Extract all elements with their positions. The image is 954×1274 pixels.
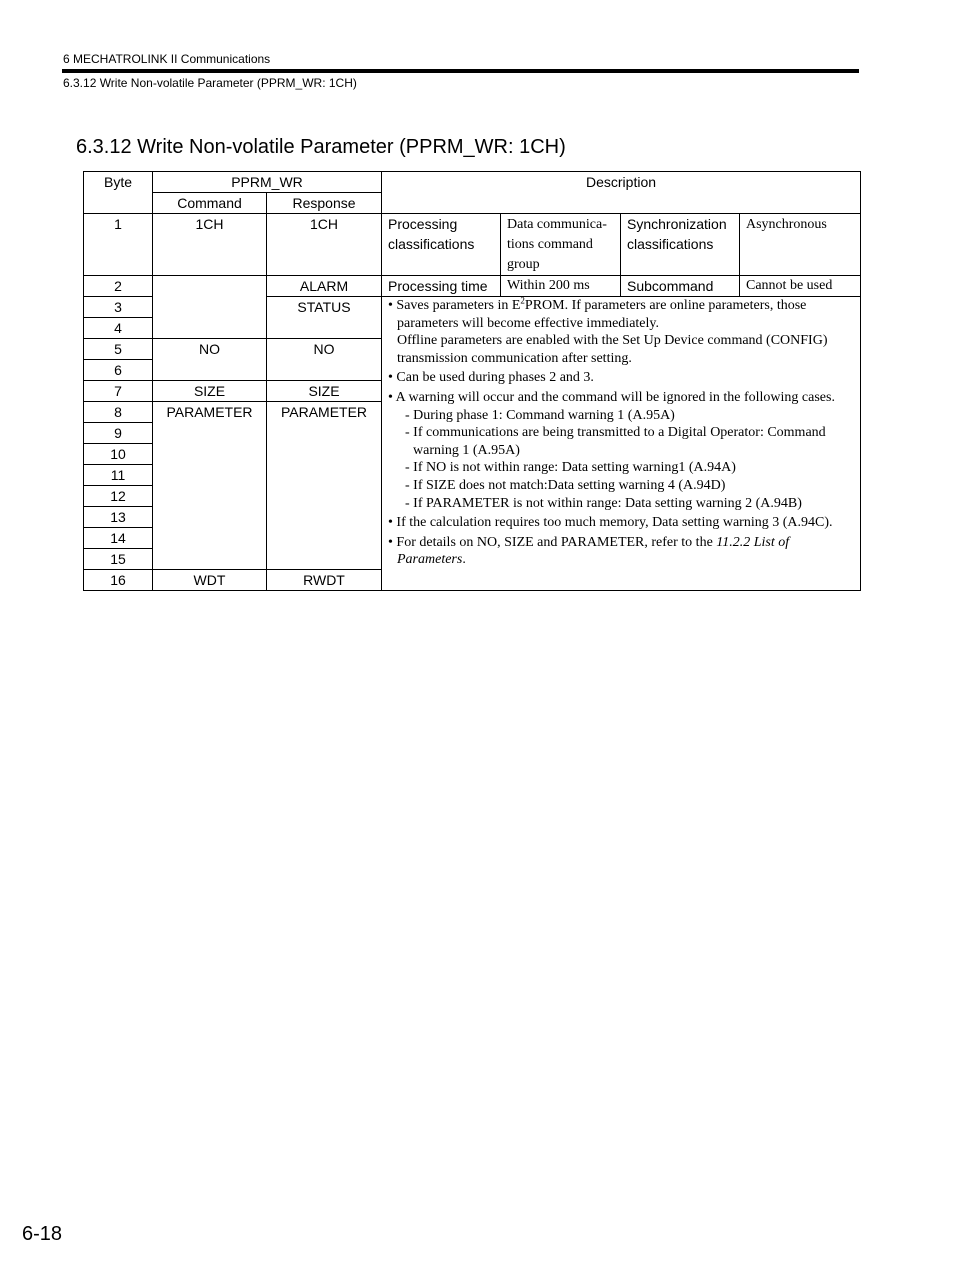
byte-cell: 9 (84, 423, 153, 444)
description-bullet: • Saves parameters in $E^2PROM$. If parameters are online parameters, those parameters will become effective immediately. Offline parameters are enabled with the Set Up Device command (CONFIG) transmission communication after setting. (388, 295, 828, 366)
header-pprm-wr: PPRM_WR (153, 172, 382, 193)
processing-time-label: Processing time (382, 276, 501, 297)
byte-cell: 6 (84, 360, 153, 381)
header-response: Response (267, 193, 382, 214)
running-header-chapter: 6 MECHATROLINK II Communications (63, 52, 271, 66)
byte-cell: 14 (84, 528, 153, 549)
response-cell: ALARM (267, 276, 382, 297)
byte-cell: 3 (84, 297, 153, 318)
byte-cell: 2 (84, 276, 153, 297)
description-cell (382, 297, 861, 591)
cross-reference-link[interactable]: 11.2.2 List of Parameters (397, 534, 790, 568)
processing-classifications-label: Processing classifications (382, 214, 501, 276)
response-cell: STATUS (267, 297, 382, 339)
command-cell: 1CH (153, 214, 267, 276)
subcommand-label: Subcommand (621, 276, 740, 297)
response-cell: NO (267, 339, 382, 381)
header-rule (62, 69, 859, 73)
byte-cell: 5 (84, 339, 153, 360)
header-command: Command (153, 193, 267, 214)
command-cell (153, 276, 267, 339)
sync-classifications-value: Asynchronous (740, 214, 861, 276)
subcommand-value: Cannot be used (740, 276, 861, 297)
processing-time-value: Within 200 ms (501, 276, 621, 297)
processing-classifications-value: Data communica-tions command group (501, 214, 621, 276)
byte-cell: 10 (84, 444, 153, 465)
page-title: 6.3.12 Write Non-volatile Parameter (PPRM_WR: 1CH) (76, 136, 566, 158)
header-description: Description (382, 172, 861, 214)
byte-cell: 1 (84, 214, 153, 276)
command-cell: NO (153, 339, 267, 381)
header-byte: Byte (84, 172, 153, 214)
description-bullet: • If the calculation requires too much memory, Data setting warning 3 (A.94C). (388, 515, 833, 531)
response-cell: RWDT (267, 570, 382, 591)
description-bullet: • Can be used during phases 2 and 3. (388, 370, 594, 386)
description-bullet: • A warning will occur and the command will be ignored in the following cases. - During phase 1: Command warning 1 (A.95A) - If communications are being transmitted to a Digital Operator: Command warning 1 (A.95A) - If NO is not within range: Data setting warning1 (A.94A) - If SIZE does not match:Data setting warning 4 (A.94D) - If PARAMETER is not within range: Data setting warning 2 (A.94B) (388, 389, 835, 511)
response-cell: SIZE (267, 381, 382, 402)
byte-cell: 16 (84, 570, 153, 591)
byte-cell: 4 (84, 318, 153, 339)
command-cell: SIZE (153, 381, 267, 402)
byte-cell: 12 (84, 486, 153, 507)
command-cell: PARAMETER (153, 402, 267, 570)
description-bullet: • For details on NO, SIZE and PARAMETER, refer to the 11.2.2 List of Parameters. (388, 534, 790, 568)
byte-cell: 15 (84, 549, 153, 570)
byte-cell: 7 (84, 381, 153, 402)
byte-cell: 8 (84, 402, 153, 423)
response-cell: 1CH (267, 214, 382, 276)
byte-cell: 11 (84, 465, 153, 486)
byte-cell: 13 (84, 507, 153, 528)
command-cell: WDT (153, 570, 267, 591)
page-number: 6-18 (22, 1223, 63, 1245)
command-table (83, 171, 861, 591)
sync-classifications-label: Synchronization classifications (621, 214, 740, 276)
response-cell: PARAMETER (267, 402, 382, 570)
running-header-section: 6.3.12 Write Non-volatile Parameter (PPRM_WR: 1CH) (63, 76, 357, 90)
